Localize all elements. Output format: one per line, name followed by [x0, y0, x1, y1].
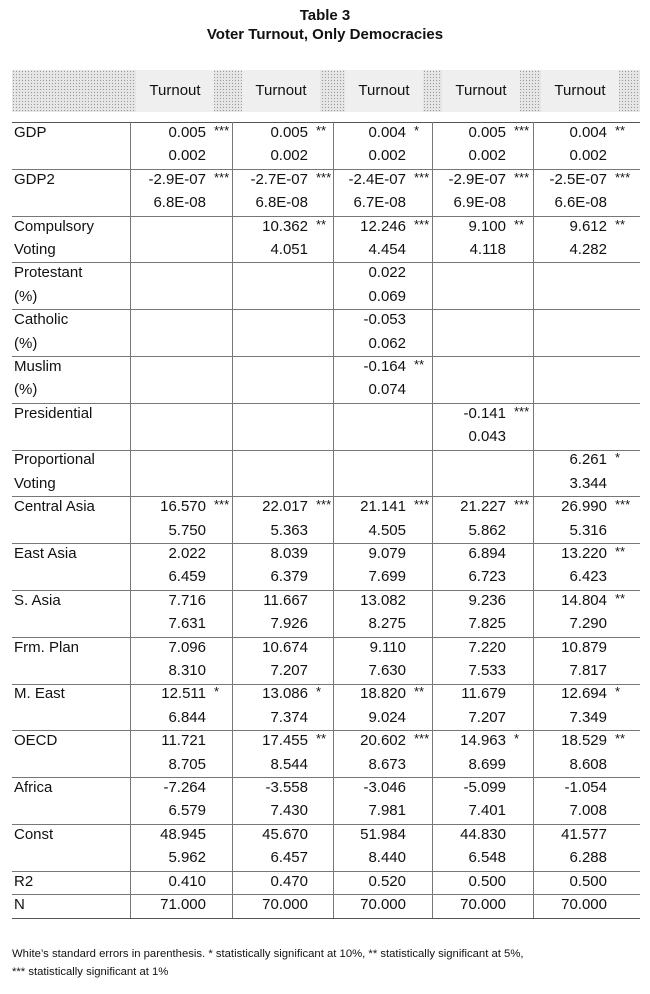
table-row: [12, 496, 640, 519]
cell-value: 8.440: [368, 849, 406, 867]
row-separator: [12, 824, 640, 825]
cell-value: 0.002: [468, 147, 506, 165]
table-row: [12, 403, 640, 426]
cell-value: 0.004: [368, 124, 406, 141]
cell-value: 0.005: [168, 124, 206, 141]
row-label: R2: [14, 872, 34, 890]
cell-value: 0.005: [468, 124, 506, 141]
cell-value: 10.674: [262, 638, 308, 656]
cell-value: 12.511: [161, 685, 206, 703]
cell-value: 0.500: [468, 872, 506, 890]
cell-value: 6.459: [168, 568, 206, 586]
table-row: [12, 356, 640, 379]
significance-stars: ***: [514, 403, 530, 419]
cell-value: 4.505: [368, 521, 406, 539]
row-label: (%): [14, 287, 38, 305]
cell-value: -2.9E-07: [448, 170, 506, 188]
row-label: (%): [14, 334, 38, 352]
row-label: GDP: [14, 124, 47, 141]
cell-value: 0.002: [368, 147, 406, 165]
cell-value: 6.8E-08: [255, 194, 308, 212]
significance-stars: ***: [414, 731, 430, 747]
regression-table: [12, 122, 640, 917]
cell-value: 0.520: [368, 872, 406, 890]
cell-value: 4.454: [368, 240, 406, 258]
row-label: S. Asia: [14, 591, 61, 609]
cell-value: 5.962: [168, 849, 206, 867]
cell-value: 41.577: [561, 825, 607, 843]
table-title: Table 3: [299, 7, 351, 24]
table-row: [12, 871, 640, 894]
column-divider: [533, 122, 534, 918]
table-subtitle: Voter Turnout, Only Democracies: [206, 26, 444, 43]
cell-value: 0.470: [270, 872, 308, 890]
cell-value: 14.804: [561, 591, 607, 609]
cell-value: 0.500: [569, 872, 607, 890]
cell-value: 6.7E-08: [353, 194, 406, 212]
table-row: [12, 566, 640, 589]
significance-stars: *: [316, 684, 322, 700]
cell-value: 7.430: [270, 802, 308, 820]
table-row: [12, 449, 640, 472]
row-separator: [12, 309, 640, 310]
cell-value: 0.062: [368, 334, 406, 352]
cell-value: -2.5E-07: [549, 170, 607, 188]
cell-value: 10.879: [561, 638, 607, 656]
cell-value: 9.612: [569, 217, 607, 235]
cell-value: -0.053: [363, 311, 406, 329]
cell-value: -3.558: [265, 778, 308, 796]
significance-stars: **: [615, 544, 626, 560]
cell-value: 6.548: [468, 849, 506, 867]
table-row: [12, 239, 640, 262]
row-separator: [12, 262, 640, 263]
cell-value: 12.246: [360, 217, 406, 235]
cell-value: 0.004: [569, 124, 607, 141]
cell-value: 6.9E-08: [453, 194, 506, 212]
row-label: Voting: [14, 240, 56, 258]
significance-stars: **: [615, 731, 626, 747]
cell-value: 6.8E-08: [153, 194, 206, 212]
table-row: [12, 473, 640, 496]
row-label: Muslim: [14, 357, 62, 375]
cell-value: 0.002: [168, 147, 206, 165]
table-bottom-rule: [12, 918, 640, 919]
row-separator: [12, 590, 640, 591]
significance-stars: **: [514, 216, 525, 232]
cell-value: 5.316: [569, 521, 607, 539]
significance-stars: **: [316, 123, 327, 138]
significance-stars: **: [316, 731, 327, 747]
row-label: Central Asia: [14, 498, 95, 516]
cell-value: 13.086: [262, 685, 308, 703]
significance-stars: ***: [514, 169, 530, 185]
table-row: [12, 754, 640, 777]
row-label: East Asia: [14, 545, 77, 563]
cell-value: 18.820: [360, 685, 406, 703]
column-header: Turnout: [541, 70, 619, 112]
cell-value: 8.608: [569, 755, 607, 773]
significance-stars: ***: [615, 169, 631, 185]
cell-value: 21.227: [460, 498, 506, 516]
significance-stars: ***: [414, 169, 430, 185]
significance-stars: **: [615, 123, 626, 138]
row-separator: [12, 403, 640, 404]
cell-value: 9.079: [368, 545, 406, 563]
cell-value: 6.844: [168, 708, 206, 726]
cell-value: -2.4E-07: [348, 170, 406, 188]
cell-value: 6.723: [468, 568, 506, 586]
cell-value: -2.7E-07: [250, 170, 308, 188]
table-row: [12, 169, 640, 192]
cell-value: 7.290: [569, 615, 607, 633]
table-row: [12, 543, 640, 566]
cell-value: -0.164: [363, 357, 406, 375]
row-separator: [12, 450, 640, 451]
cell-value: 0.022: [368, 264, 406, 282]
cell-value: 44.830: [460, 825, 506, 843]
row-separator: [12, 730, 640, 731]
cell-value: 8.699: [468, 755, 506, 773]
table-row: [12, 683, 640, 706]
cell-value: 22.017: [262, 498, 308, 516]
cell-value: 7.207: [468, 708, 506, 726]
cell-value: 7.630: [368, 661, 406, 679]
table-row: [12, 309, 640, 332]
significance-stars: **: [615, 216, 626, 232]
cell-value: -5.099: [463, 778, 506, 796]
significance-stars: **: [615, 590, 626, 606]
cell-value: 2.022: [168, 545, 206, 563]
significance-stars: ***: [615, 497, 631, 513]
cell-value: -0.141: [463, 404, 506, 422]
cell-value: 7.699: [368, 568, 406, 586]
cell-value: 9.024: [368, 708, 406, 726]
table-row: [12, 216, 640, 239]
table-row: [12, 145, 640, 168]
table-row: [12, 426, 640, 449]
cell-value: 9.110: [369, 638, 406, 656]
row-label: GDP2: [14, 170, 55, 188]
row-label: Const: [14, 825, 54, 843]
column-divider: [130, 122, 131, 918]
cell-value: 5.862: [468, 521, 506, 539]
cell-value: 21.141: [360, 498, 406, 516]
cell-value: -3.046: [363, 778, 406, 796]
footnote-line: White’s standard errors in parenthesis. * statistically significant at 10%, ** statistically significant at 5%,: [12, 948, 524, 960]
cell-value: 70.000: [360, 895, 406, 913]
table-row: [12, 847, 640, 870]
row-separator: [12, 496, 640, 497]
cell-value: 45.670: [262, 825, 308, 843]
cell-value: 70.000: [262, 895, 308, 913]
row-separator: [12, 216, 640, 217]
significance-stars: ***: [316, 169, 332, 185]
cell-value: 6.288: [569, 849, 607, 867]
row-separator: [12, 777, 640, 778]
cell-value: 4.051: [270, 240, 308, 258]
significance-stars: **: [414, 684, 425, 700]
row-label: Frm. Plan: [14, 638, 80, 656]
column-header: Turnout: [242, 70, 320, 112]
row-label: Presidential: [14, 404, 93, 422]
cell-value: 7.008: [569, 802, 607, 820]
cell-value: 8.039: [270, 545, 308, 563]
cell-value: 10.362: [262, 217, 308, 235]
cell-value: -2.9E-07: [148, 170, 206, 188]
cell-value: 13.220: [561, 545, 607, 563]
row-label: Voting: [14, 474, 56, 492]
cell-value: 9.100: [468, 217, 506, 235]
table-row: [12, 730, 640, 753]
significance-stars: ***: [514, 123, 530, 138]
cell-value: 5.363: [270, 521, 308, 539]
cell-value: 11.721: [161, 732, 206, 750]
column-header-band: [12, 70, 640, 112]
cell-value: 4.282: [569, 240, 607, 258]
cell-value: 70.000: [561, 895, 607, 913]
cell-value: 0.410: [168, 872, 206, 890]
significance-stars: *: [414, 123, 420, 138]
row-separator: [12, 543, 640, 544]
cell-value: 0.043: [468, 428, 506, 446]
table-top-rule: [12, 122, 640, 123]
significance-stars: ***: [414, 216, 430, 232]
cell-value: 7.631: [168, 615, 206, 633]
row-label: M. East: [14, 685, 65, 703]
table-row: [12, 777, 640, 800]
cell-value: 8.673: [368, 755, 406, 773]
cell-value: 51.984: [360, 825, 406, 843]
row-separator: [12, 684, 640, 685]
cell-value: 48.945: [160, 825, 206, 843]
cell-value: 6.6E-08: [554, 194, 607, 212]
cell-value: 3.344: [569, 474, 607, 492]
significance-stars: ***: [214, 169, 230, 185]
cell-value: 0.074: [368, 381, 406, 399]
row-separator: [12, 169, 640, 170]
row-separator: [12, 356, 640, 357]
cell-value: 6.379: [270, 568, 308, 586]
cell-value: 7.349: [569, 708, 607, 726]
row-label: OECD: [14, 732, 58, 750]
cell-value: 14.963: [460, 732, 506, 750]
footnote-line: *** statistically significant at 1%: [12, 966, 169, 978]
cell-value: 7.817: [569, 661, 607, 679]
column-divider: [232, 122, 233, 918]
cell-value: 7.825: [468, 615, 506, 633]
table-row: [12, 824, 640, 847]
table-row: [12, 613, 640, 636]
column-divider: [432, 122, 433, 918]
row-label: Compulsory: [14, 217, 95, 235]
table-row: [12, 660, 640, 683]
column-header: Turnout: [136, 70, 214, 112]
cell-value: 6.894: [468, 545, 506, 563]
cell-value: 7.981: [368, 802, 406, 820]
significance-stars: ***: [414, 497, 430, 513]
significance-stars: *: [514, 731, 520, 747]
cell-value: 6.423: [569, 568, 607, 586]
cell-value: 0.069: [368, 287, 406, 305]
table-footnote: [12, 945, 642, 981]
row-separator: [12, 871, 640, 872]
table-row: [12, 590, 640, 613]
table-row: [12, 286, 640, 309]
table-row: [12, 800, 640, 823]
cell-value: 8.310: [168, 661, 206, 679]
significance-stars: *: [615, 684, 621, 700]
cell-value: 8.544: [270, 755, 308, 773]
row-label: Catholic: [14, 311, 69, 329]
cell-value: 26.990: [561, 498, 607, 516]
cell-value: 7.716: [168, 591, 206, 609]
table-row: [12, 262, 640, 285]
row-separator: [12, 894, 640, 895]
significance-stars: **: [316, 216, 327, 232]
cell-value: 6.457: [270, 849, 308, 867]
cell-value: 0.002: [569, 147, 607, 165]
table-row: [12, 894, 640, 917]
cell-value: 16.570: [160, 498, 206, 516]
cell-value: 0.002: [270, 147, 308, 165]
significance-stars: *: [214, 684, 220, 700]
row-label: Proportional: [14, 451, 95, 469]
cell-value: 4.118: [469, 240, 506, 258]
table-row: [12, 379, 640, 402]
cell-value: 5.750: [168, 521, 206, 539]
table-row: [12, 333, 640, 356]
cell-value: -7.264: [163, 778, 206, 796]
cell-value: 20.602: [360, 732, 406, 750]
cell-value: 7.926: [270, 615, 308, 633]
cell-value: 18.529: [561, 732, 607, 750]
cell-value: 6.261: [569, 451, 607, 469]
table-row: [12, 707, 640, 730]
column-header: Turnout: [345, 70, 423, 112]
row-label: Africa: [14, 778, 53, 796]
cell-value: 0.005: [270, 124, 308, 141]
cell-value: 8.705: [168, 755, 206, 773]
cell-value: 9.236: [468, 591, 506, 609]
significance-stars: ***: [214, 123, 230, 138]
table-row: [12, 637, 640, 660]
cell-value: 7.533: [468, 661, 506, 679]
cell-value: 12.694: [561, 685, 607, 703]
cell-value: 71.000: [160, 895, 206, 913]
table-row: [12, 122, 640, 145]
cell-value: 70.000: [460, 895, 506, 913]
significance-stars: *: [615, 450, 621, 466]
table-row: [12, 192, 640, 215]
cell-value: 17.455: [262, 732, 308, 750]
significance-stars: ***: [316, 497, 332, 513]
cell-value: 6.579: [168, 802, 206, 820]
row-label: N: [14, 895, 25, 913]
significance-stars: **: [414, 356, 425, 372]
cell-value: 7.220: [468, 638, 506, 656]
cell-value: 11.679: [461, 685, 506, 703]
cell-value: 8.275: [368, 615, 406, 633]
cell-value: 7.096: [168, 638, 206, 656]
column-divider: [333, 122, 334, 918]
cell-value: 11.667: [263, 591, 308, 609]
cell-value: -1.054: [564, 778, 607, 796]
significance-stars: ***: [214, 497, 230, 513]
cell-value: 7.374: [270, 708, 308, 726]
column-header: Turnout: [442, 70, 520, 112]
significance-stars: ***: [514, 497, 530, 513]
row-label: Protestant: [14, 264, 83, 282]
cell-value: 7.401: [468, 802, 506, 820]
table-row: [12, 520, 640, 543]
row-label: (%): [14, 381, 38, 399]
row-separator: [12, 637, 640, 638]
cell-value: 13.082: [360, 591, 406, 609]
cell-value: 7.207: [270, 661, 308, 679]
